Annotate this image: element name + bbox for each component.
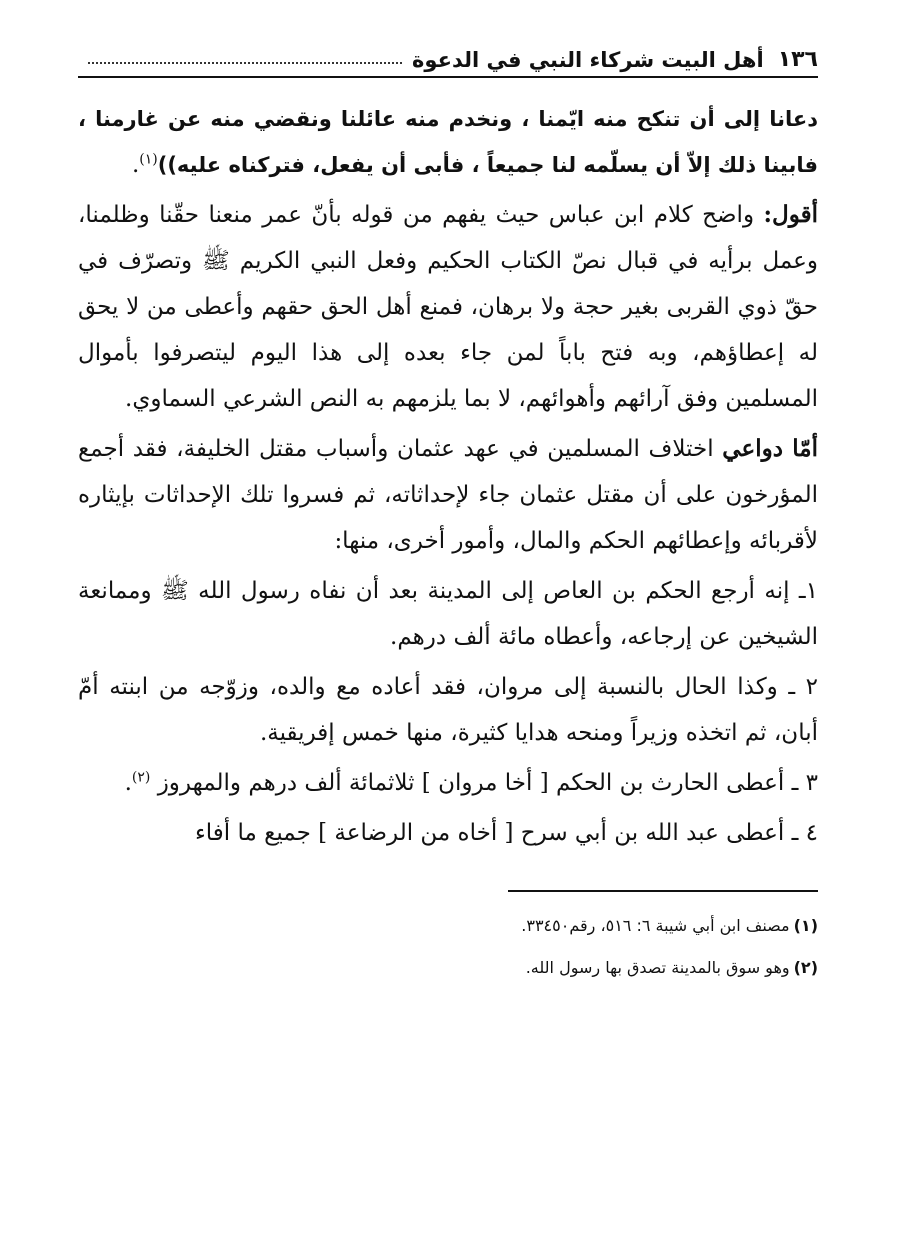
paragraph-text: اختلاف المسلمين في عهد عثمان وأسباب مقتل الخليفة، فقد أجمع المؤرخون على أن مقتل عثمان جاء لإحداثاته، ثم فسروا تلك الإحداثات بإيثاره لأقربائه وإعطائهم الحكم والمال، وأمور أخرى، منها: [78,436,818,554]
quote-text: دعانا إلى أن تنكح منه ايّمنا ، ونخدم منه عائلنا ونقضي منه عن غارمنا ، فابينا ذلك إلاّ أن يسلّمه لنا جميعاً ، فأبى أن يفعل، فتركناه عليه)) [78,107,818,177]
footnote-2 [78,956,818,980]
list-item-text: ١ـ إنه أرجع الحكم بن العاص إلى المدينة بعد أن نفاه رسول الله ﷺ وممانعة الشيخين عن إرجاعه، وأعطاه مائة ألف درهم. [78,578,818,650]
footnote-number: (٢) [793,958,818,977]
paragraph-tail: . [124,770,132,796]
list-item-text: ٤ ـ أعطى عبد الله بن أبي سرح [ أخاه من الرضاعة ] جميع ما أفاء [194,820,818,846]
book-page [78,30,818,1220]
paragraph-tail: . [131,152,140,178]
list-item-text: ٣ ـ أعطى الحارث بن الحكم [ أخا مروان ] ثلاثمائة ألف درهم والمهروز [150,770,818,796]
running-header [78,30,818,78]
paragraph-commentary [78,192,818,422]
footnotes [78,914,818,980]
paragraph-uthman-causes [78,426,818,564]
header-dotted-leader [88,62,402,64]
paragraph-text: واضح كلام ابن عباس حيث يفهم من قوله بأنّ عمر منعنا حقّنا وظلمنا، وعمل برأيه في قبال نصّ الكتاب الحكيم وفعل النبي الكريم ﷺ وتصرّف في حقّ ذوي القربى بغير حجة ولا برهان، فمنع أهل الحق حقهم وأعطى من لا يحق له إعطاؤهم، وبه فتح باباً لمن جاء بعده إلى هذا اليوم ليتصرفوا بأموال المسلمين وفق آرائهم وأهوائهم، لا بما يلزمهم به النص الشرعي السماوي. [78,202,819,412]
footnote-ref-1: (١) [139,151,158,168]
footnote-divider [508,890,818,892]
footnote-ref-2: (٢) [131,769,151,786]
list-item-4 [78,810,818,856]
footnote-1 [78,914,818,938]
list-item-2 [78,664,818,756]
main-text [78,96,818,856]
paragraph-quote-end [78,96,818,188]
paragraph-lead: أقول: [763,201,818,228]
page-number: ١٣٦ [777,47,818,72]
list-item-1 [78,568,818,660]
footnote-number: (١) [793,916,818,935]
paragraph-lead: أمّا دواعي [722,435,818,462]
footnote-text: وهو سوق بالمدينة تصدق بها رسول الله. [525,958,790,977]
list-item-3 [78,760,818,806]
running-title: أهل البيت شركاء النبي في الدعوة [412,48,764,72]
list-item-text: ٢ ـ وكذا الحال بالنسبة إلى مروان، فقد أعاده مع والده، وزوّجه من ابنته أمّ أبان، ثم اتخذه وزيراً ومنحه هدايا كثيرة، منها خمس إفريقية. [78,674,818,746]
footnote-text: مصنف ابن أبي شيبة ٦: ٥١٦، رقم٣٣٤٥٠. [521,916,790,935]
